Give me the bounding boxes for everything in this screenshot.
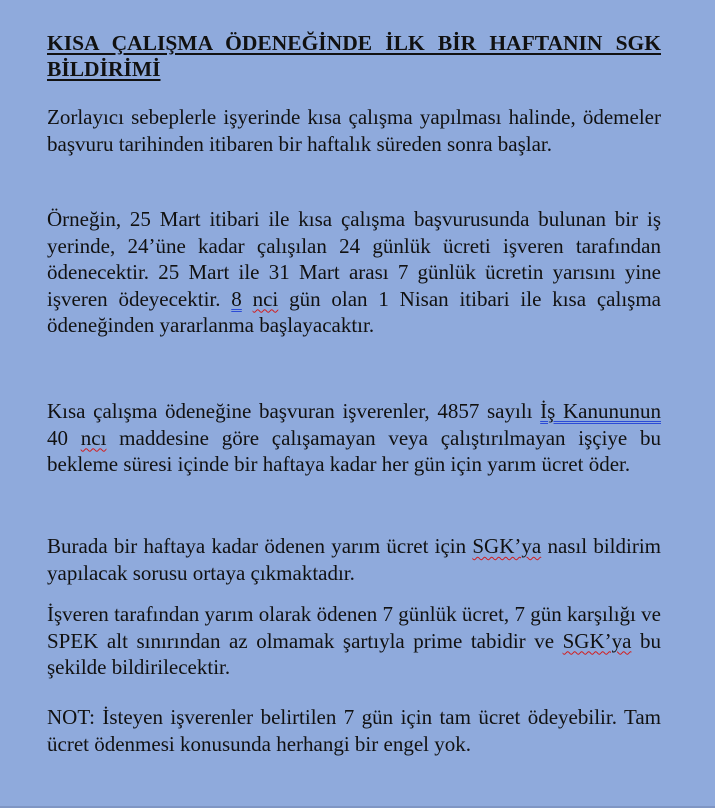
spell-flag-nci: nci [252,286,279,311]
grammar-flag-8: 8 [231,286,242,311]
paragraph-6-note: NOT: İsteyen işverenler belirtilen 7 gün için tam ücret ödeyebilir. Tam ücret ödenmesi konusunda herhangi bir engel yok. [47,705,661,756]
paragraph-3 [47,398,661,478]
paragraph-2 [47,206,661,339]
paragraph-5 [47,601,661,681]
paragraph-2-space [242,287,253,311]
paragraph-5-text: İşveren tarafından yarım olarak ödenen 7 günlük ücret, 7 gün karşılığı ve SPEK alt sınırından az olmamak şartıyla prime tabidir ve [47,602,661,653]
grammar-flag-is-kanununun: İş Kanununun [540,399,661,423]
spell-flag-sgkya-2: SGK’ya [562,628,632,653]
spell-flag-nci-2: ncı [80,425,107,450]
paragraph-5-text-end: bu şekilde bildirilecektir. [47,628,661,679]
spell-flag-sgkya: SGK’ya [472,534,542,558]
paragraph-2-text: Örneğin, 25 Mart itibari ile kısa çalışma başvurusunda bulunan bir iş yerinde, 24’üne kadar çalışılan 24 günlük ücreti işveren tarafından ödenecektir. 25 Mart ile 31 Mart arası 7 günlük ücretin yarısını yine işveren ödeyecektir. [47,207,661,311]
paragraph-3-text-mid: 40 [47,425,81,450]
paragraph-4 [47,533,661,586]
paragraph-2-text-end: gün olan 1 Nisan itibari ile kısa çalışma ödeneğinden yararlanma başlayacaktır. [47,286,661,337]
paragraph-3-text-end: maddesine göre çalışamayan veya çalıştırılmayan işçiye bu bekleme süresi içinde bir haftaya kadar her gün için yarım ücret öder. [47,425,662,476]
paragraph-4-text-end: nasıl bildirim yapılacak sorusu ortaya çıkmaktadır. [47,534,662,585]
paragraph-1: Zorlayıcı sebeplerle işyerinde kısa çalışma yapılması halinde, ödemeler başvuru tarihinden itibaren bir haftalık süreden sonra başlar. [47,105,661,156]
paragraph-4-text: Burada bir haftaya kadar ödenen yarım ücret için [47,534,473,558]
document-title: KISA ÇALIŞMA ÖDENEĞİNDE İLK BİR HAFTANIN SGK BİLDİRİMİ [47,31,661,81]
paragraph-3-text: Kısa çalışma ödeneğine başvuran işverenler, 4857 sayılı [47,399,541,423]
